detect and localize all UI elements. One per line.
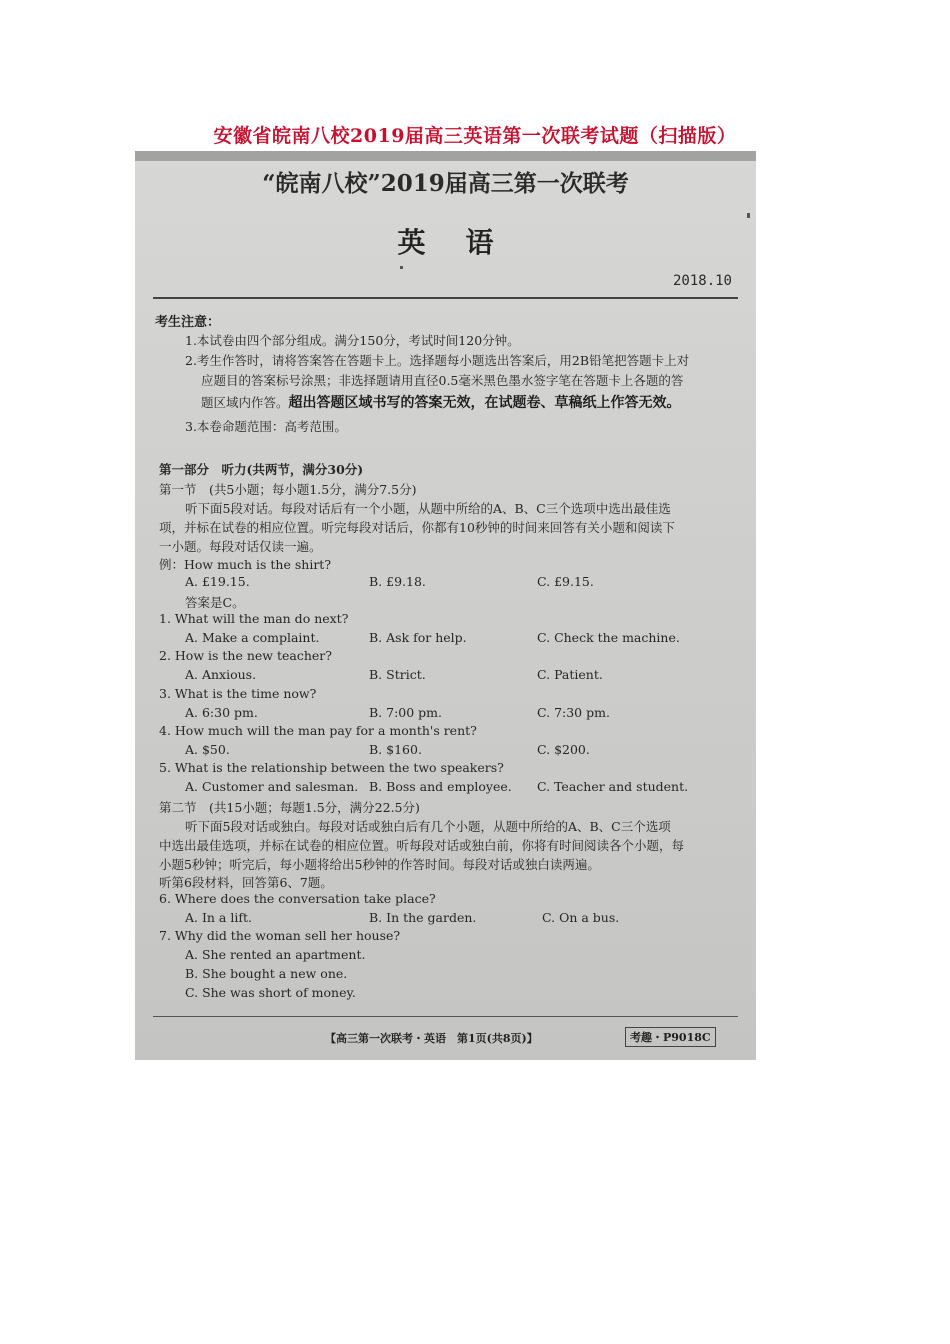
- q3-option-c: C. 7:30 pm.: [537, 705, 610, 720]
- q5-option-c: C. Teacher and student.: [537, 779, 689, 794]
- q6-option-b: B. In the garden.: [369, 910, 477, 925]
- q4-option-b: B. $160.: [369, 742, 422, 757]
- q4-option-a: A. $50.: [185, 742, 230, 757]
- question-6: 6. Where does the conversation take place?: [159, 891, 436, 906]
- q5-option-a: A. Customer and salesman.: [185, 779, 359, 794]
- scanned-exam-page: [135, 151, 756, 1060]
- q6-option-c: C. On a bus.: [542, 910, 620, 925]
- footer-page-info: 【高三第一次联考・英语 第1页(共8页)】: [325, 1032, 538, 1045]
- notice-line-2c-prefix: 题区域内作答。: [201, 395, 289, 410]
- scan-edge: [135, 151, 756, 161]
- scan-speck: [400, 266, 403, 269]
- section1-instruction-2: 项，并标在试卷的相应位置。听完每段对话后，你都有10秒钟的时间来回答有关小题和阅读下: [159, 520, 675, 535]
- q7-option-b: B. She bought a new one.: [185, 966, 348, 981]
- question-4: 4. How much will the man pay for a month's rent?: [159, 723, 477, 738]
- q2-option-a: A. Anxious.: [185, 667, 257, 682]
- q4-option-c: C. $200.: [537, 742, 590, 757]
- notice-line-1: 1.本试卷由四个部分组成。满分150分，考试时间120分钟。: [185, 333, 520, 348]
- document-title: 安徽省皖南八校2019届高三英语第一次联考试题（扫描版）: [213, 125, 737, 147]
- exam-date: 2018.10: [672, 273, 732, 289]
- section1-heading: 第一节 (共5小题；每小题1.5分，满分7.5分): [159, 482, 417, 497]
- q7-option-a: A. She rented an apartment.: [185, 947, 366, 962]
- q1-option-c: C. Check the machine.: [537, 630, 680, 645]
- example-answer: 答案是C。: [185, 595, 245, 610]
- question-2: 2. How is the new teacher?: [159, 648, 332, 663]
- example-option-c: C. £9.15.: [537, 574, 594, 589]
- notice-line-3: 3.本卷命题范围：高考范围。: [185, 419, 347, 434]
- question-5: 5. What is the relationship between the two speakers?: [159, 760, 504, 775]
- notice-line-2a: 2.考生作答时，请将答案答在答题卡上。选择题每小题选出答案后，用2B铅笔把答题卡上对: [185, 353, 690, 368]
- exam-title: “皖南八校”2019届高三第一次联考: [262, 170, 629, 197]
- q7-option-c: C. She was short of money.: [185, 985, 356, 1000]
- q1-option-b: B. Ask for help.: [369, 630, 467, 645]
- q2-option-c: C. Patient.: [537, 667, 603, 682]
- notice-line-2b: 应题目的答案标号涂黑；非选择题请用直径0.5毫米黑色墨水签字笔在答题卡上各题的答: [201, 373, 684, 388]
- exam-subject: 英语: [397, 226, 534, 259]
- example-option-b: B. £9.18.: [369, 574, 426, 589]
- q5-option-b: B. Boss and employee.: [369, 779, 512, 794]
- notice-line-2c: [201, 392, 681, 412]
- q6-option-a: A. In a lift.: [185, 910, 252, 925]
- section1-instruction-3: 一小题。每段对话仅读一遍。: [159, 539, 322, 554]
- section2-instruction-2: 中选出最佳选项，并标在试卷的相应位置。听每段对话或独白前，你将有时间阅读各个小题，每: [159, 838, 685, 853]
- section2-instruction-4: 听第6段材料，回答第6、7题。: [159, 875, 333, 890]
- footer-exam-code: 考趣・P9018C: [625, 1027, 716, 1047]
- q3-option-a: A. 6:30 pm.: [185, 705, 258, 720]
- example-question: 例：How much is the shirt?: [159, 557, 332, 572]
- part1-heading: 第一部分 听力(共两节，满分30分): [159, 462, 364, 477]
- footer-divider: [153, 1016, 738, 1017]
- section2-heading: 第二节 (共15小题；每题1.5分，满分22.5分): [159, 800, 420, 815]
- header-divider: [153, 297, 738, 299]
- question-1: 1. What will the man do next?: [159, 611, 349, 626]
- q3-option-b: B. 7:00 pm.: [369, 705, 443, 720]
- q1-option-a: A. Make a complaint.: [185, 630, 320, 645]
- notice-emphasis: 超出答题区域书写的答案无效，在试题卷、草稿纸上作答无效。: [288, 395, 681, 411]
- notice-heading: 考生注意：: [155, 315, 221, 330]
- q2-option-b: B. Strict.: [369, 667, 426, 682]
- scan-speck: [747, 213, 750, 218]
- section2-instruction-3: 小题5秒钟；听完后，每小题将给出5秒钟的作答时间。每段对话或独白读两遍。: [159, 857, 600, 872]
- section2-instruction-1: 听下面5段对话或独白。每段对话或独白后有几个小题，从题中所给的A、B、C三个选项: [185, 819, 671, 834]
- question-7: 7. Why did the woman sell her house?: [159, 928, 401, 943]
- section1-instruction-1: 听下面5段对话。每段对话后有一个小题，从题中所给的A、B、C三个选项中选出最佳选: [185, 501, 671, 516]
- question-3: 3. What is the time now?: [159, 686, 317, 701]
- example-option-a: A. £19.15.: [185, 574, 250, 589]
